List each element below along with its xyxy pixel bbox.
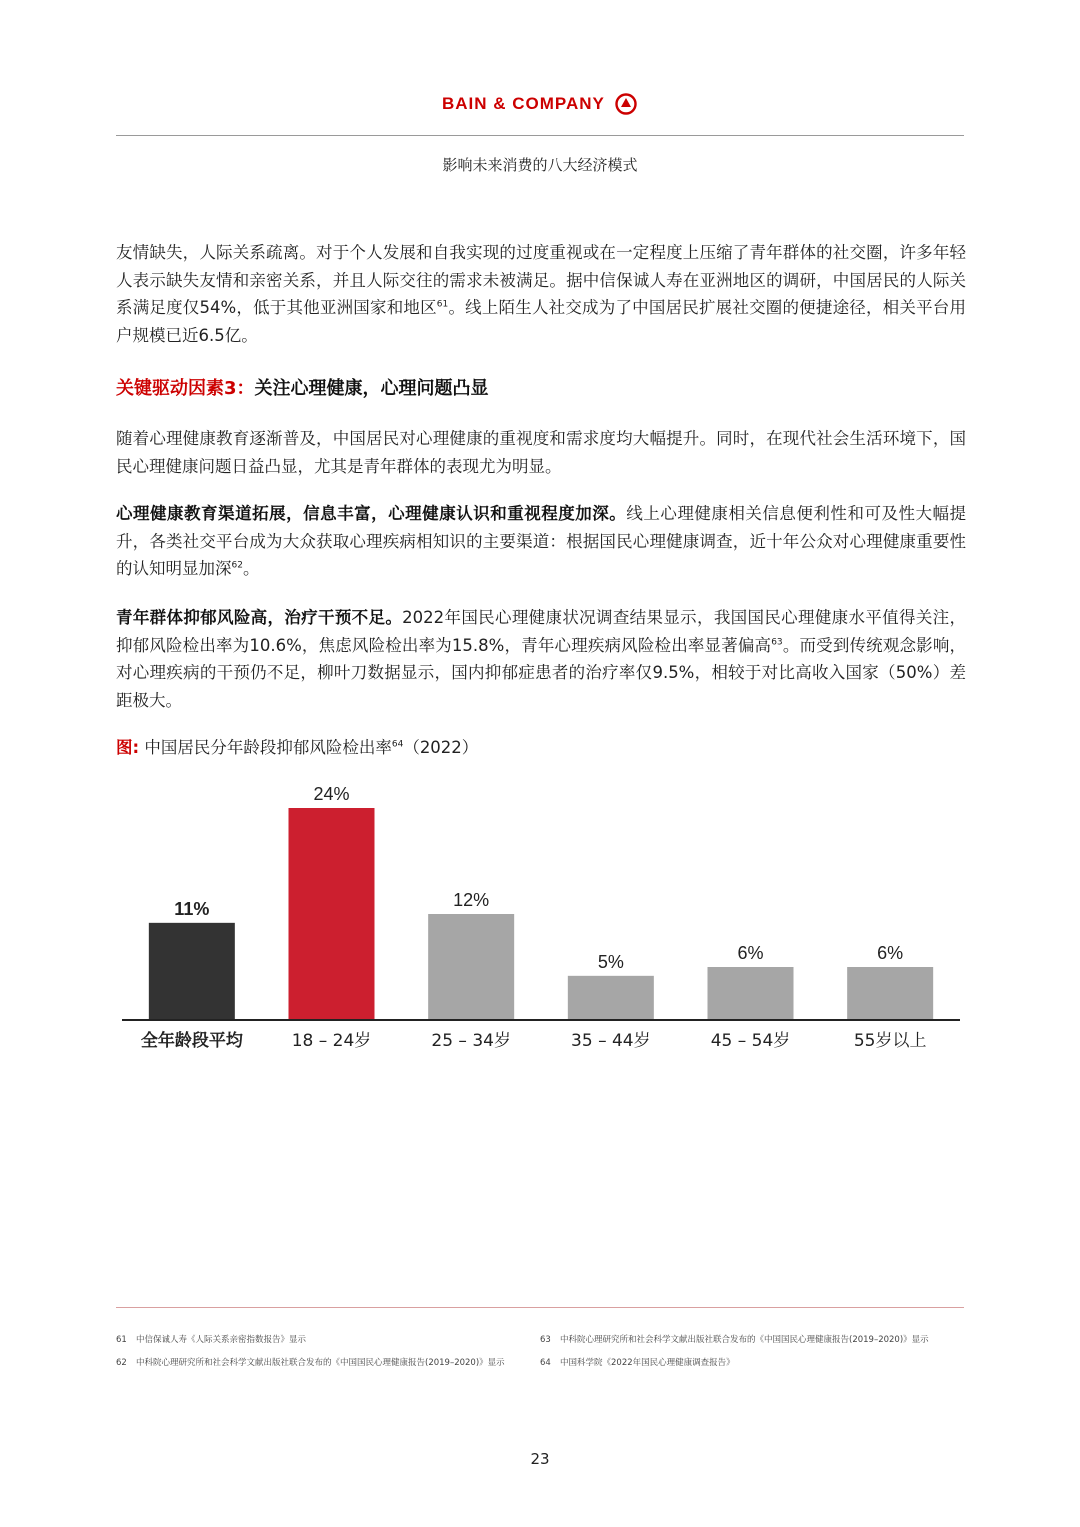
paragraph-2-end: 。	[242, 559, 260, 578]
page-number: 23	[530, 1450, 550, 1468]
bar-2	[428, 914, 514, 1020]
paragraph-3-text: 2022年国民心理健康状况调查结果显示，我国国民心理健康水平值得关注，抑郁风险检出率为10.6%，焦虑风险检出率为15.8%，青年心理疾病风险检出率显著偏高	[116, 608, 966, 655]
data-label-4: 6%	[737, 943, 764, 963]
bar-1	[289, 808, 375, 1020]
data-label-0: 11%	[174, 898, 210, 919]
paragraph-3-lead: 青年群体抑郁风险高，治疗干预不足。	[116, 608, 403, 627]
footnote-number: 62	[116, 1358, 127, 1368]
figure-caption-text: 中国居民分年龄段抑郁风险检出率	[144, 738, 392, 757]
category-label-5: 55岁以上	[853, 1031, 927, 1051]
footnote-text: 中信保诚人寿《人际关系亲密指数报告》显示	[136, 1335, 307, 1345]
footnote-62	[116, 1356, 505, 1368]
footnote-ref-64: 64	[391, 739, 404, 750]
intro-text-end: 。线上陌生人社交成为了中国居民扩展社交圈的便捷途径，相关平台用户规模已近6.5亿。	[116, 298, 966, 345]
footnote-number: 64	[540, 1358, 551, 1368]
footnote-61	[116, 1333, 306, 1345]
footnote-63	[540, 1333, 929, 1345]
data-label-5: 6%	[877, 943, 904, 963]
category-label-3: 35 – 44岁	[571, 1031, 651, 1051]
data-label-2: 12%	[453, 890, 490, 910]
footnote-divider	[116, 1307, 964, 1308]
bar-4	[708, 967, 794, 1020]
footnote-text: 中国科学院《2022年国民心理健康调查报告》	[560, 1358, 735, 1368]
category-label-2: 25 – 34岁	[431, 1031, 511, 1051]
footnote-text: 中科院心理研究所和社会科学文献出版社联合发布的《中国国民心理健康报告(2019–2020)》显示	[136, 1358, 505, 1368]
intro-text: 友情缺失，人际关系疏离。对于个人发展和自我实现的过度重视或在一定程度上压缩了青年群体的社交圈，许多年轻人表示缺失友情和亲密关系，并且人际交往的需求未被满足。据中信保诚人寿在亚洲地区的调研，中国居民的人际关系满足度仅54%，低于其他亚洲国家和地区	[116, 243, 966, 317]
footnote-number: 63	[540, 1335, 551, 1345]
figure-caption-year: （2022）	[403, 738, 479, 757]
data-label-3: 5%	[597, 951, 624, 972]
report-title: 影响未来消费的八大经济模式	[442, 156, 638, 174]
paragraph-2-text: 线上心理健康相关信息便利性和可及性大幅提升，各类社交平台成为大众获取心理疾病相知识的主要渠道：根据国民心理健康调查，近十年公众对心理健康重要性的认知明显加深	[116, 504, 967, 578]
section-heading-text: 关注心理健康，心理问题凸显	[254, 378, 489, 399]
category-label-0: 全年龄段平均	[140, 1031, 243, 1051]
paragraph-2-lead: 心理健康教育渠道拓展，信息丰富，心理健康认识和重视程度加深。	[116, 504, 627, 523]
footnote-number: 61	[116, 1335, 127, 1345]
bar-5	[847, 967, 933, 1020]
footnote-ref-63: 63	[771, 637, 783, 647]
paragraph-1-text: 随着心理健康教育逐渐普及，中国居民对心理健康的重视度和需求度均大幅提升。同时，在现代社会生活环境下，国民心理健康问题日益凸显，尤其是青年群体的表现尤为明显。	[116, 429, 966, 476]
footnote-ref-61: 61	[436, 299, 449, 310]
figure-caption-prefix: 图:	[116, 738, 140, 757]
footnote-text: 中科院心理研究所和社会科学文献出版社联合发布的《中国国民心理健康报告(2019–2020)》显示	[560, 1335, 929, 1345]
category-label-4: 45 – 54岁	[710, 1031, 791, 1051]
category-label-1: 18 – 24岁	[291, 1031, 372, 1051]
bar-0	[149, 923, 235, 1020]
bar-3	[568, 976, 654, 1020]
section-heading-prefix: 关键驱动因素3：	[116, 378, 255, 399]
footnote-64	[540, 1356, 735, 1368]
paragraph-3-text-end: 。而受到传统观念影响，对心理疾病的干预仍不足，柳叶刀数据显示，国内抑郁症患者的治疗率仅9.5%，相较于对比高收入国家（50%）差距极大。	[116, 635, 966, 710]
data-label-1: 24%	[313, 784, 350, 804]
brand-name: BAIN & COMPANY	[441, 94, 605, 113]
footnote-ref-62: 62	[231, 560, 243, 571]
